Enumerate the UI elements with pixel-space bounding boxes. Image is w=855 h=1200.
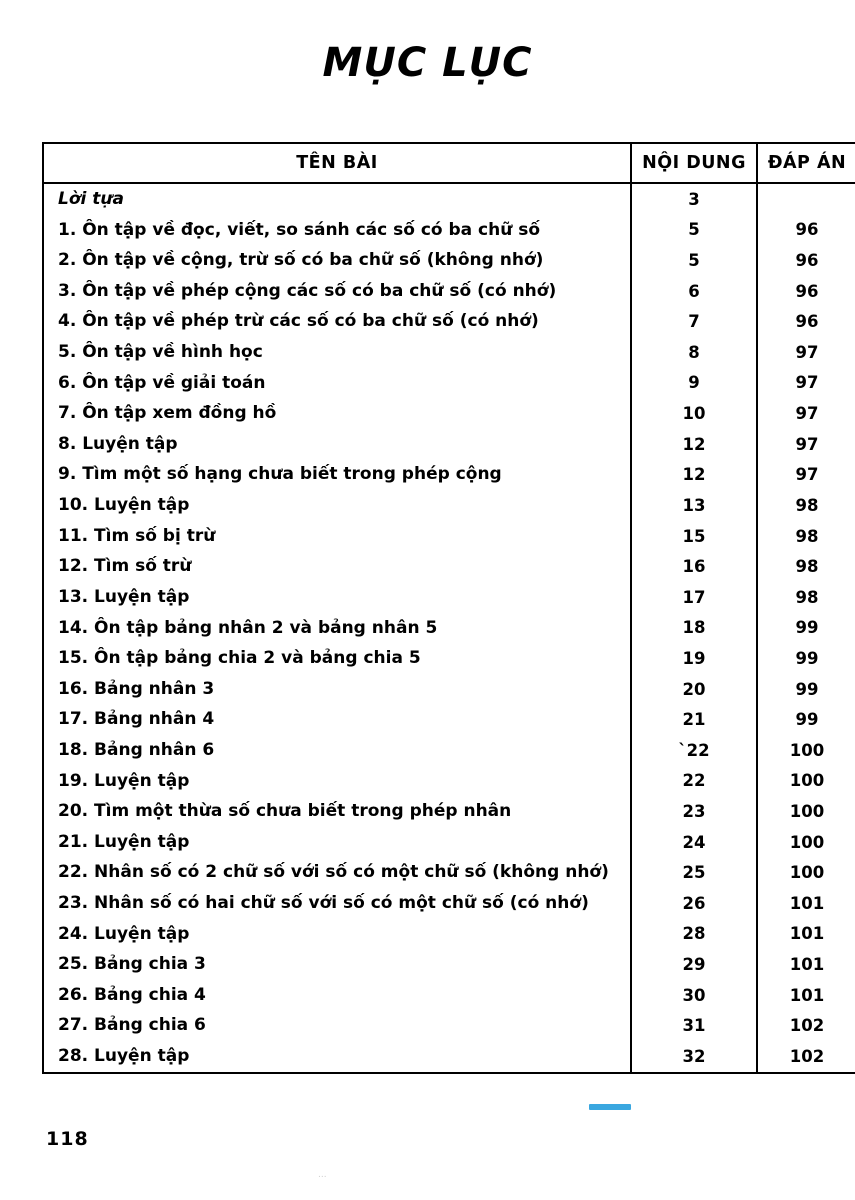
toc-entry-name: 9. Tìm một số hạng chưa biết trong phép cộng bbox=[43, 459, 631, 490]
toc-entry-content-page: 8 bbox=[631, 337, 757, 368]
toc-entry-answer-page: 98 bbox=[757, 490, 855, 521]
toc-entry-name: 3. Ôn tập về phép cộng các số có ba chữ số (có nhớ) bbox=[43, 276, 631, 307]
toc-entry-answer-page: 97 bbox=[757, 459, 855, 490]
toc-entry-answer-page: 101 bbox=[757, 949, 855, 980]
toc-entry-answer-page: 96 bbox=[757, 245, 855, 276]
toc-entry-content-page: 29 bbox=[631, 949, 757, 980]
toc-entry-answer-page: 100 bbox=[757, 796, 855, 827]
toc-entry-answer-page: 96 bbox=[757, 306, 855, 337]
toc-entry-name: Lời tựa bbox=[43, 183, 631, 215]
toc-entry-answer-page: 101 bbox=[757, 980, 855, 1011]
table-row bbox=[43, 398, 855, 429]
table-row bbox=[43, 276, 855, 307]
toc-entry-answer-page: 102 bbox=[757, 1041, 855, 1073]
table-row bbox=[43, 766, 855, 797]
toc-table bbox=[42, 142, 855, 1074]
toc-entry-content-page: 17 bbox=[631, 582, 757, 613]
toc-entry-answer-page: 99 bbox=[757, 674, 855, 705]
toc-entry-content-page: 3 bbox=[631, 183, 757, 215]
toc-entry-answer-page: 99 bbox=[757, 643, 855, 674]
table-row bbox=[43, 796, 855, 827]
toc-entry-content-page: 12 bbox=[631, 459, 757, 490]
toc-entry-answer-page: 97 bbox=[757, 368, 855, 399]
toc-entry-name: 25. Bảng chia 3 bbox=[43, 949, 631, 980]
toc-entry-content-page: 5 bbox=[631, 245, 757, 276]
toc-entry-content-page: 20 bbox=[631, 674, 757, 705]
toc-entry-name: 23. Nhân số có hai chữ số với số có một chữ số (có nhớ) bbox=[43, 888, 631, 919]
toc-entry-content-page: 6 bbox=[631, 276, 757, 307]
toc-entry-name: 14. Ôn tập bảng nhân 2 và bảng nhân 5 bbox=[43, 613, 631, 644]
toc-entry-name: 8. Luyện tập bbox=[43, 429, 631, 460]
toc-entry-answer-page bbox=[757, 183, 855, 215]
toc-entry-name: 26. Bảng chia 4 bbox=[43, 980, 631, 1011]
toc-entry-answer-page: 101 bbox=[757, 919, 855, 950]
toc-entry-name: 13. Luyện tập bbox=[43, 582, 631, 613]
toc-entry-answer-page: 100 bbox=[757, 766, 855, 797]
table-row bbox=[43, 857, 855, 888]
table-of-contents bbox=[42, 142, 847, 1074]
toc-entry-content-page: 24 bbox=[631, 827, 757, 858]
table-row bbox=[43, 827, 855, 858]
toc-entry-name: 20. Tìm một thừa số chưa biết trong phép nhân bbox=[43, 796, 631, 827]
toc-entry-content-page: 19 bbox=[631, 643, 757, 674]
table-row bbox=[43, 888, 855, 919]
toc-entry-name: 12. Tìm số trừ bbox=[43, 551, 631, 582]
toc-entry-name: 10. Luyện tập bbox=[43, 490, 631, 521]
table-row bbox=[43, 429, 855, 460]
toc-entry-answer-page: 101 bbox=[757, 888, 855, 919]
table-header-row bbox=[43, 143, 855, 183]
toc-entry-answer-page: 98 bbox=[757, 521, 855, 552]
table-row bbox=[43, 459, 855, 490]
toc-entry-content-page: 5 bbox=[631, 215, 757, 246]
table-row bbox=[43, 306, 855, 337]
toc-entry-name: 27. Bảng chia 6 bbox=[43, 1010, 631, 1041]
toc-entry-answer-page: 98 bbox=[757, 551, 855, 582]
table-row bbox=[43, 490, 855, 521]
table-row bbox=[43, 183, 855, 215]
table-body bbox=[43, 183, 855, 1073]
toc-entry-content-page: 23 bbox=[631, 796, 757, 827]
toc-entry-content-page: 18 bbox=[631, 613, 757, 644]
table-row bbox=[43, 245, 855, 276]
toc-entry-content-page: `22 bbox=[631, 735, 757, 766]
table-row bbox=[43, 521, 855, 552]
table-row bbox=[43, 980, 855, 1011]
toc-entry-name: 28. Luyện tập bbox=[43, 1041, 631, 1073]
toc-entry-content-page: 10 bbox=[631, 398, 757, 429]
toc-entry-name: 11. Tìm số bị trừ bbox=[43, 521, 631, 552]
table-row bbox=[43, 1010, 855, 1041]
toc-entry-content-page: 28 bbox=[631, 919, 757, 950]
table-row bbox=[43, 551, 855, 582]
toc-entry-answer-page: 98 bbox=[757, 582, 855, 613]
toc-entry-content-page: 21 bbox=[631, 704, 757, 735]
table-row bbox=[43, 674, 855, 705]
table-row bbox=[43, 919, 855, 950]
toc-entry-name: 1. Ôn tập về đọc, viết, so sánh các số có ba chữ số bbox=[43, 215, 631, 246]
toc-entry-name: 16. Bảng nhân 3 bbox=[43, 674, 631, 705]
toc-entry-content-page: 16 bbox=[631, 551, 757, 582]
table-row bbox=[43, 613, 855, 644]
toc-entry-name: 24. Luyện tập bbox=[43, 919, 631, 950]
toc-entry-name: 4. Ôn tập về phép trừ các số có ba chữ số (có nhớ) bbox=[43, 306, 631, 337]
column-header-name: TÊN BÀI bbox=[43, 143, 631, 183]
toc-entry-answer-page: 96 bbox=[757, 276, 855, 307]
toc-entry-content-page: 15 bbox=[631, 521, 757, 552]
toc-entry-answer-page: 97 bbox=[757, 337, 855, 368]
toc-entry-name: 5. Ôn tập về hình học bbox=[43, 337, 631, 368]
toc-entry-name: 22. Nhân số có 2 chữ số với số có một chữ số (không nhớ) bbox=[43, 857, 631, 888]
toc-entry-content-page: 26 bbox=[631, 888, 757, 919]
column-header-answer: ĐÁP ÁN bbox=[757, 143, 855, 183]
toc-entry-answer-page: 97 bbox=[757, 398, 855, 429]
toc-entry-name: 2. Ôn tập về cộng, trừ số có ba chữ số (không nhớ) bbox=[43, 245, 631, 276]
toc-entry-content-page: 9 bbox=[631, 368, 757, 399]
toc-entry-answer-page: 96 bbox=[757, 215, 855, 246]
table-row bbox=[43, 704, 855, 735]
toc-entry-answer-page: 97 bbox=[757, 429, 855, 460]
toc-entry-answer-page: 102 bbox=[757, 1010, 855, 1041]
table-row bbox=[43, 368, 855, 399]
toc-entry-content-page: 7 bbox=[631, 306, 757, 337]
toc-entry-content-page: 22 bbox=[631, 766, 757, 797]
toc-entry-name: 21. Luyện tập bbox=[43, 827, 631, 858]
page-number: 118 bbox=[46, 1128, 89, 1150]
page-title: MỤC LỤC bbox=[322, 40, 533, 86]
table-row bbox=[43, 337, 855, 368]
table-row bbox=[43, 735, 855, 766]
toc-entry-answer-page: 100 bbox=[757, 857, 855, 888]
toc-entry-answer-page: 100 bbox=[757, 827, 855, 858]
toc-entry-content-page: 30 bbox=[631, 980, 757, 1011]
toc-entry-answer-page: 100 bbox=[757, 735, 855, 766]
column-header-content: NỘI DUNG bbox=[631, 143, 757, 183]
toc-entry-content-page: 12 bbox=[631, 429, 757, 460]
table-row bbox=[43, 1041, 855, 1073]
toc-entry-content-page: 13 bbox=[631, 490, 757, 521]
toc-entry-content-page: 31 bbox=[631, 1010, 757, 1041]
toc-entry-name: 17. Bảng nhân 4 bbox=[43, 704, 631, 735]
faint-artifact-mark: ... bbox=[318, 1170, 327, 1180]
toc-entry-name: 15. Ôn tập bảng chia 2 và bảng chia 5 bbox=[43, 643, 631, 674]
toc-entry-name: 18. Bảng nhân 6 bbox=[43, 735, 631, 766]
blue-highlight-mark bbox=[589, 1104, 631, 1110]
table-row bbox=[43, 215, 855, 246]
toc-entry-name: 6. Ôn tập về giải toán bbox=[43, 368, 631, 399]
toc-entry-content-page: 32 bbox=[631, 1041, 757, 1073]
table-row bbox=[43, 582, 855, 613]
toc-entry-name: 7. Ôn tập xem đồng hồ bbox=[43, 398, 631, 429]
table-row bbox=[43, 643, 855, 674]
toc-entry-answer-page: 99 bbox=[757, 613, 855, 644]
table-row bbox=[43, 949, 855, 980]
toc-entry-name: 19. Luyện tập bbox=[43, 766, 631, 797]
toc-entry-answer-page: 99 bbox=[757, 704, 855, 735]
toc-entry-content-page: 25 bbox=[631, 857, 757, 888]
